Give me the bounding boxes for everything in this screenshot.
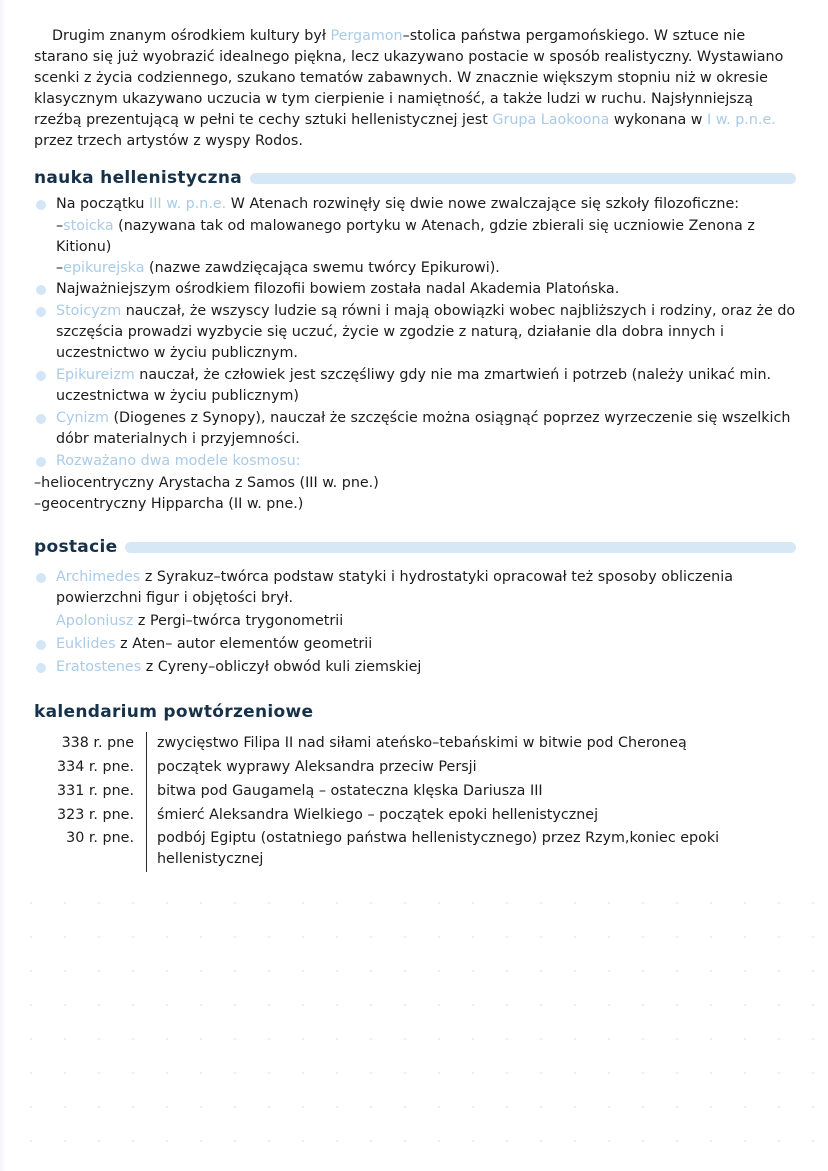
intro-paragraph <box>34 26 796 152</box>
table-cell-event: zwycięstwo Filipa II nad siłami ateńsko–tebańskimi w bitwie pod Cheroneą <box>147 732 797 756</box>
heading-underline-bar <box>321 707 796 718</box>
intro-text-a: Drugim znanym ośrodkiem kultury był <box>52 28 331 44</box>
highlight-iii-w-pne: III w. p.n.e. <box>149 196 227 213</box>
list-item <box>34 634 796 655</box>
list-item <box>34 194 796 215</box>
person-desc: z Pergi–twórca trygonometrii <box>133 613 344 630</box>
page-edge-shadow <box>0 0 6 1171</box>
person-desc: z Aten– autor elementów geometrii <box>115 636 373 653</box>
model1-text: –heliocentryczny Arystacha z Samos (III w. pne.) <box>34 475 379 492</box>
section-heading-nauka-label: nauka hellenistyczna <box>34 168 242 189</box>
highlight-stoicyzm: Stoicyzm <box>56 303 122 320</box>
highlight-epikurejska: epikurejska <box>63 260 145 277</box>
page-content <box>34 26 796 872</box>
list-item <box>34 657 796 678</box>
list-item <box>34 451 796 472</box>
person-name: Euklides <box>56 636 116 653</box>
list-item <box>34 408 796 450</box>
section-heading-kalendarium <box>34 702 796 722</box>
highlight-stoicka: stoicka <box>63 218 114 235</box>
item5-text: (Diogenes z Synopy), nauczał że szczęście można osiągnąć poprzez wyrzeczenie się wszelkich dóbr materialnych i przyjemności. <box>56 410 791 448</box>
person-desc: z Syrakuz–twórca podstaw statyki i hydrostatyki opracował też sposoby obliczenia powierzchni figur i objętości brył. <box>56 569 733 607</box>
sub2-text: (nazwe zawdzięcająca swemu twórcy Epikurowi). <box>144 260 500 277</box>
person-name: Eratostenes <box>56 659 142 676</box>
heading-underline-bar <box>125 542 796 553</box>
list-item-epikurejska <box>34 258 796 279</box>
kalendarium-table <box>34 732 796 871</box>
table-cell-event: początek wyprawy Aleksandra przeciw Persji <box>147 756 797 780</box>
sub2-dash: – <box>56 260 64 277</box>
highlight-i-w-pne: I w. p.n.e. <box>707 112 776 129</box>
highlight-modele-kosmosu: Rozważano dwa modele kosmosu: <box>56 453 301 470</box>
table-cell-year: 331 r. pne. <box>57 782 134 799</box>
table-row <box>34 827 796 871</box>
person-name: Apoloniusz <box>56 613 134 630</box>
table-cell-event: podbój Egiptu (ostatniego państwa hellenistycznego) przez Rzym,koniec epoki hellenistycznej <box>147 827 797 871</box>
sub1-dash: – <box>56 218 64 235</box>
highlight-cynizm: Cynizm <box>56 410 109 427</box>
table-cell-event: śmierć Aleksandra Wielkiego – początek epoki hellenistycznej <box>147 804 797 828</box>
intro-text-d: przez trzech artystów z wyspy Rodos. <box>34 133 303 150</box>
table-cell-year: 334 r. pne. <box>57 759 134 776</box>
highlight-grupa-laokoona: Grupa Laokoona <box>492 112 610 129</box>
table-row <box>34 780 796 804</box>
table-cell-year: 338 r. pne <box>61 735 134 752</box>
sub1-text: (nazywana tak od malowanego portyku w Atenach, gdzie zbierali się uczniowie Zenona z Kitionu) <box>56 218 755 256</box>
item1-text-a: Na początku <box>56 196 149 213</box>
item4-text: nauczał, że człowiek jest szczęśliwy gdy nie ma zmartwień i potrzeb (należy unikać min. uczestnictwa w życiu publicznym) <box>56 367 772 405</box>
list-item <box>34 279 796 300</box>
section-heading-postacie <box>34 537 796 557</box>
model-geocentryczny <box>34 494 796 515</box>
section-heading-nauka <box>34 168 796 188</box>
person-name: Archimedes <box>56 569 141 586</box>
list-item-stoicka <box>34 216 796 258</box>
table-cell-year: 323 r. pne. <box>57 806 134 823</box>
list-item <box>34 567 796 609</box>
item2-text: Najważniejszym ośrodkiem filozofii bowiem została nadal Akademia Platońska. <box>56 281 620 298</box>
table-cell-year: 30 r. pne. <box>66 830 134 847</box>
section-heading-postacie-label: postacie <box>34 537 118 558</box>
table-cell-event: bitwa pod Gaugamelą – ostateczna klęska Dariusza III <box>147 780 797 804</box>
model-heliocentryczny <box>34 473 796 494</box>
highlight-epikureizm: Epikureizm <box>56 367 135 384</box>
highlight-pergamon: Pergamon <box>330 28 403 44</box>
table-row <box>34 804 796 828</box>
person-desc: z Cyreny–obliczył obwód kuli ziemskiej <box>141 659 422 676</box>
item3-text: nauczał, że wszyscy ludzie są równi i mają obowiązki wobec najbliższych i rodziny, oraz że do szczęścia prowadzi wyzbycie się uczuć, życie w zgodzie z naturą, działanie dla dobra innych i uczestnictwo w życiu publicznym. <box>56 303 796 362</box>
section-heading-kalendarium-label: kalendarium powtórzeniowe <box>34 702 314 723</box>
heading-underline-bar <box>250 173 796 184</box>
intro-text-c: wykonana w <box>609 112 707 129</box>
postacie-list <box>34 567 796 678</box>
list-item <box>34 611 796 632</box>
table-row <box>34 732 796 756</box>
dot-grid-background <box>0 880 828 1171</box>
list-item <box>34 365 796 407</box>
list-item <box>34 301 796 364</box>
nauka-list <box>34 194 796 472</box>
table-row <box>34 756 796 780</box>
model2-text: –geocentryczny Hipparcha (II w. pne.) <box>34 496 304 513</box>
intro-text-b: –stolica państwa pergamońskiego. W sztuce nie starano się już wyobrazić idealnego piękna, lecz ukazywano postacie w sposób realistyczny. Wystawiano scenki z życia codziennego, szukano tematów zabawnych. W znacznie większym stopniu niż w okresie klasycznym ukazywano uczucia w tym cierpienie i namiętność, a także ludzi w ruchu. Najsłynniejszą rzeźbą prezentującą w pełni te cechy sztuki hellenistycznej jest <box>34 28 784 129</box>
item1-text-b: W Atenach rozwinęły się dwie nowe zwalczające się szkoły filozoficzne: <box>226 196 740 213</box>
